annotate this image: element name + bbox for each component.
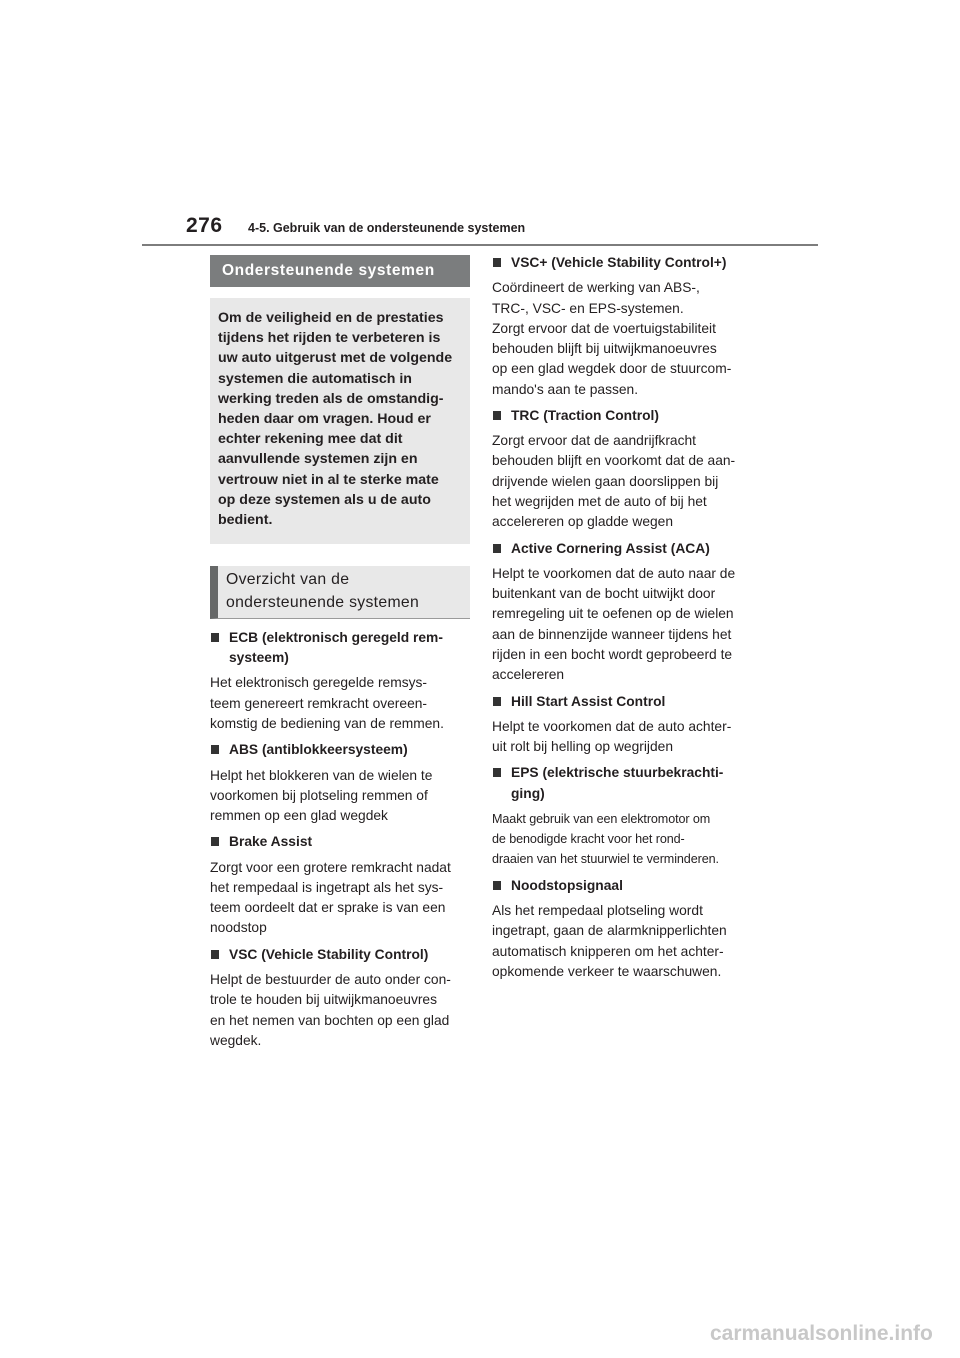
feature-description-line: Helpt het blokkeren van de wielen te — [210, 767, 433, 783]
feature-description-line: uit rolt bij helling op wegrijden — [492, 739, 673, 755]
feature-description-line: de benodigde kracht voor het rond- — [492, 832, 685, 847]
header-rule — [142, 244, 818, 246]
feature-item — [210, 832, 470, 938]
feature-description-line: ingetrapt, gaan de alarmknipperlichten — [492, 923, 727, 939]
feature-description — [210, 970, 470, 1051]
intro-line: uw auto uitgerust met de volgende — [218, 350, 453, 367]
feature-title — [492, 763, 754, 803]
feature-title — [492, 876, 754, 896]
feature-description-line: buitenkant van de bocht uitwijkt door — [492, 586, 716, 602]
feature-description-line: het wegrijden met de auto of bij het — [492, 494, 707, 510]
feature-title — [210, 945, 470, 965]
feature-description-line: rijden in een bocht wordt geprobeerd te — [492, 647, 733, 663]
feature-description-line: accelereren — [492, 667, 565, 683]
intro-line: echter rekening mee dat dit — [218, 431, 403, 448]
intro-line: bedient. — [218, 512, 273, 529]
feature-description — [492, 901, 754, 982]
feature-description-line: opkomende verkeer te waarschuwen. — [492, 963, 722, 979]
feature-title-line: VSC (Vehicle Stability Control) — [229, 946, 429, 962]
feature-title — [492, 692, 754, 712]
feature-description-line: aan de binnenzijde wanneer tijdens het — [492, 626, 732, 642]
feature-description — [492, 431, 754, 532]
overview-heading-line: Overzicht van de — [226, 571, 350, 588]
feature-description-line: Helpt te voorkomen dat de auto naar de — [492, 565, 736, 581]
feature-title-line: Brake Assist — [229, 834, 313, 850]
feature-description-line: accelereren op gladde wegen — [492, 514, 674, 530]
left-column — [210, 255, 470, 1057]
feature-description-line: en het nemen van bochten op een glad — [210, 1012, 450, 1028]
feature-item — [492, 539, 754, 686]
feature-item — [492, 692, 754, 758]
intro-line: vertrouw niet in al te sterke mate — [218, 471, 439, 488]
intro-line: Om de veiligheid en de prestaties — [218, 310, 444, 326]
feature-title-line: Hill Start Assist Control — [511, 693, 666, 709]
feature-description — [492, 564, 754, 686]
feature-description-line: draaien van het stuurwiel te verminderen. — [492, 852, 719, 867]
feature-description — [210, 858, 470, 939]
feature-description-line: Maakt gebruik van een elektromotor om — [492, 811, 711, 826]
feature-description — [210, 673, 470, 734]
right-column — [492, 253, 754, 988]
feature-description-line: behouden blijft bij uitwijkmanoeuvres — [492, 341, 717, 357]
overview-heading-line: ondersteunende systemen — [226, 594, 420, 611]
feature-item — [210, 628, 470, 734]
intro-box — [210, 298, 470, 544]
watermark: carmanualsonline.info — [710, 1322, 933, 1345]
intro-line: heden daar om vragen. Houd er — [218, 411, 431, 428]
feature-description-line: Zorgt ervoor dat de aandrijfkracht — [492, 433, 696, 449]
feature-title-line: Noodstopsignaal — [511, 877, 623, 893]
feature-description — [492, 717, 754, 758]
feature-title-line: VSC+ (Vehicle Stability Control+) — [511, 255, 727, 270]
feature-description-line: remmen op een glad wegdek — [210, 808, 388, 824]
right-item-list — [492, 253, 754, 982]
intro-line: systemen die automatisch in — [218, 370, 412, 387]
feature-description — [210, 766, 470, 827]
feature-title — [210, 832, 470, 852]
feature-description-line: voorkomen bij plotseling remmen of — [210, 787, 428, 803]
overview-heading — [210, 566, 470, 619]
feature-title-line: ECB (elektronisch geregeld rem- — [229, 630, 443, 645]
feature-description-line: TRC-, VSC- en EPS-systemen. — [492, 300, 684, 316]
intro-line: aanvullende systemen zijn en — [218, 451, 418, 468]
feature-description-line: mando's aan te passen. — [492, 381, 639, 397]
intro-line: tijdens het rijden te verbeteren is — [218, 330, 441, 347]
feature-description-line: automatisch knipperen om het achter- — [492, 943, 724, 959]
feature-item — [210, 740, 470, 826]
feature-description-line: Zorgt voor een grotere remkracht nadat — [210, 859, 451, 875]
intro-line: op deze systemen als u de auto — [218, 491, 431, 508]
feature-description-line: Helpt te voorkomen dat de auto achter- — [492, 718, 732, 734]
feature-item — [492, 876, 754, 982]
feature-title — [210, 740, 470, 760]
feature-item — [492, 763, 754, 869]
feature-description-line: Als het rempedaal plotseling wordt — [492, 902, 703, 918]
feature-description-line: behouden blijft en voorkomt dat de aan- — [492, 453, 736, 469]
feature-title-line: EPS (elektrische stuurbekrachti- — [511, 765, 724, 781]
feature-description — [492, 809, 754, 870]
feature-description-line: trole te houden bij uitwijkmanoeuvres — [210, 992, 438, 1008]
feature-description — [492, 278, 754, 400]
section-bar-heading: Ondersteunende systemen — [210, 255, 470, 287]
feature-item — [492, 253, 754, 400]
feature-title — [210, 628, 470, 668]
feature-item — [492, 406, 754, 533]
feature-description-line: op een glad wegdek door de stuurcom- — [492, 361, 732, 377]
feature-title — [492, 539, 754, 559]
feature-description-line: wegdek. — [210, 1032, 262, 1048]
feature-title — [492, 253, 754, 273]
feature-title — [492, 406, 754, 426]
feature-title-line: TRC (Traction Control) — [511, 407, 659, 423]
feature-description-line: Helpt de bestuurder de auto onder con- — [210, 971, 451, 987]
left-item-list — [210, 628, 470, 1051]
feature-description-line: Het elektronisch geregelde remsys- — [210, 675, 428, 691]
feature-title-line: ABS (antiblokkeersysteem) — [229, 742, 408, 758]
feature-description-line: Zorgt ervoor dat de voertuigstabiliteit — [492, 320, 716, 336]
feature-title-line: ging) — [511, 785, 545, 801]
feature-title-line: Active Cornering Assist (ACA) — [511, 540, 710, 556]
feature-description-line: teem genereert remkracht overeen- — [210, 695, 428, 711]
section-title: 4-5. Gebruik van de ondersteunende systemen — [248, 221, 526, 235]
feature-description-line: Coördineert de werking van ABS-, — [492, 280, 700, 296]
feature-title-line: systeem) — [229, 650, 289, 666]
feature-description-line: komstig de bediening van de remmen. — [210, 716, 444, 731]
feature-description-line: het rempedaal is ingetrapt als het sys- — [210, 879, 444, 895]
feature-description-line: drijvende wielen gaan doorslippen bij — [492, 473, 719, 489]
feature-item — [210, 945, 470, 1051]
intro-line: werking treden als de omstandig- — [218, 390, 444, 407]
feature-description-line: teem oordeelt dat er sprake is van een — [210, 900, 446, 916]
page-number: 276 — [186, 214, 223, 237]
feature-description-line: remregeling uit te oefenen op de wielen — [492, 606, 734, 622]
feature-description-line: noodstop — [210, 920, 267, 936]
